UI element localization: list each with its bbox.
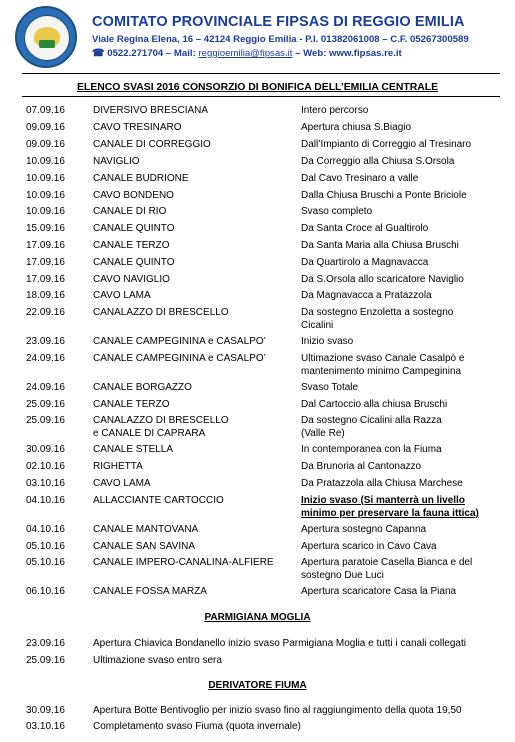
svaso-canal: NAVIGLIO — [93, 156, 140, 167]
svaso-date: 05.10.16 — [26, 541, 65, 552]
svaso-date: 03.10.16 — [26, 478, 65, 489]
svaso-note: Intero percorso — [301, 105, 369, 116]
svaso-date: 10.09.16 — [26, 156, 65, 167]
svaso-note: Ultimazione svaso Canale Casalpò e mantenimento minimo Campeginina — [301, 353, 465, 377]
svaso-note: In contemporanea con la Fiuma — [301, 444, 442, 455]
svaso-canal: CANALE STELLA — [93, 444, 174, 455]
svaso-canal: CANALE TERZO — [93, 240, 170, 251]
svaso-date: 17.09.16 — [26, 240, 65, 251]
svaso-note: Apertura sostegno Capanna — [301, 524, 427, 535]
svaso-date: 06.10.16 — [26, 586, 65, 597]
svaso-canal: CANALE CAMPEGININA e CASALPO’ — [93, 353, 266, 364]
svaso-note: Da S.Orsola allo scaricatore Naviglio — [301, 274, 464, 285]
svaso-note: Inizio svaso (Si manterrà un livello minimo per preservare la fauna ittica) — [301, 495, 479, 519]
svaso-date: 25.09.16 — [26, 399, 65, 410]
svaso-canal: CANALE QUINTO — [93, 223, 175, 234]
svaso-note: Da Magnavacca a Pratazzola — [301, 290, 432, 301]
svaso-canal: CANALE IMPERO-CANALINA-ALFIERE — [93, 557, 274, 568]
svaso-canal: CANALAZZO DI BRESCELLO e CANALE DI CAPRARA — [93, 415, 229, 439]
svaso-canal: CAVO BONDENO — [93, 190, 174, 201]
svaso-note: Svaso completo — [301, 206, 373, 217]
svaso-date: 04.10.16 — [26, 495, 65, 506]
svaso-date: 22.09.16 — [26, 307, 65, 318]
section-title-parmigiana: PARMIGIANA MOGLIA — [204, 612, 311, 623]
contacts-suffix: – Web: www.fipsas.re.it — [292, 48, 402, 59]
svaso-canal: CANALAZZO DI BRESCELLO — [93, 307, 229, 318]
svaso-note: Da Quartirolo a Magnavacca — [301, 257, 429, 268]
svaso-canal: CANALE FOSSA MARZA — [93, 586, 207, 597]
svaso-date: 07.09.16 — [26, 105, 65, 116]
svaso-canal: CANALE TERZO — [93, 399, 170, 410]
parmigiana-date: 23.09.16 — [26, 638, 65, 649]
parmigiana-text: Apertura Chiavica Bondanello inizio svaso Parmigiana Moglia e tutti i canali collegati — [93, 638, 466, 649]
fiuma-date: 03.10.16 — [26, 721, 65, 732]
svaso-canal: CANALE CAMPEGININA e CASALPO’ — [93, 336, 266, 347]
section-title-fiuma: DERIVATORE FIUMA — [208, 680, 307, 691]
svaso-note: Svaso Totale — [301, 382, 359, 393]
parmigiana-date: 25.09.16 — [26, 655, 65, 666]
svaso-canal: CANALE BUDRIONE — [93, 173, 189, 184]
title-divider — [22, 96, 500, 97]
svaso-canal: CAVO NAVIGLIO — [93, 274, 170, 285]
logo-emblem — [24, 15, 70, 61]
telephone-icon: ☎ — [92, 48, 108, 59]
svaso-note: Dalla Chiusa Bruschi a Ponte Briciole — [301, 190, 467, 201]
svaso-date: 09.09.16 — [26, 122, 65, 133]
svaso-date: 15.09.16 — [26, 223, 65, 234]
svaso-canal: CAVO LAMA — [93, 290, 151, 301]
svaso-note: Dal Cartoccio alla chiusa Bruschi — [301, 399, 448, 410]
header-divider — [22, 73, 500, 74]
svaso-date: 10.09.16 — [26, 206, 65, 217]
fipsas-logo — [15, 6, 77, 68]
header-address: Viale Regina Elena, 16 – 42124 Reggio Emilia - P.I. 01382061008 – C.F. 05267300589 — [92, 34, 469, 45]
svaso-note: Da sostegno Enzoletta a sostegno Cicalini — [301, 307, 454, 331]
svaso-date: 23.09.16 — [26, 336, 65, 347]
fiuma-text: Apertura Botte Bentivoglio per inizio svaso fino al raggiungimento della quota 19,50 — [93, 705, 462, 716]
svaso-date: 02.10.16 — [26, 461, 65, 472]
svaso-date: 17.09.16 — [26, 274, 65, 285]
svaso-date: 17.09.16 — [26, 257, 65, 268]
svaso-canal: CANALE QUINTO — [93, 257, 175, 268]
svaso-canal: CANALE MANTOVANA — [93, 524, 199, 535]
svaso-note: Da Brunoria al Cantonazzo — [301, 461, 422, 472]
svaso-date: 30.09.16 — [26, 444, 65, 455]
svaso-note: Apertura paratoie Casella Bianca e del sostegno Due Luci — [301, 557, 473, 581]
svaso-date: 10.09.16 — [26, 190, 65, 201]
svaso-date: 18.09.16 — [26, 290, 65, 301]
svaso-canal: CAVO TRESINARO — [93, 122, 182, 133]
header-title: COMITATO PROVINCIALE FIPSAS DI REGGIO EMILIA — [92, 14, 465, 30]
svaso-date: 24.09.16 — [26, 382, 65, 393]
svaso-note: Apertura chiusa S.Biagio — [301, 122, 412, 133]
svaso-canal: CANALE DI CORREGGIO — [93, 139, 211, 150]
svaso-canal: CAVO LAMA — [93, 478, 151, 489]
header-contacts — [92, 48, 402, 59]
svaso-canal: RIGHETTA — [93, 461, 143, 472]
svaso-date: 05.10.16 — [26, 557, 65, 568]
svaso-note: Apertura scarico in Cavo Cava — [301, 541, 437, 552]
svaso-note: Da sostegno Cicalini alla Razza (Valle Re) — [301, 415, 442, 439]
svaso-date: 04.10.16 — [26, 524, 65, 535]
svaso-note: Da Santa Maria alla Chiusa Bruschi — [301, 240, 459, 251]
svaso-note: Apertura scaricatore Casa la Piana — [301, 586, 457, 597]
svaso-date: 09.09.16 — [26, 139, 65, 150]
svaso-date: 25.09.16 — [26, 415, 65, 426]
parmigiana-text: Ultimazione svaso entro sera — [93, 655, 222, 666]
svaso-canal: DIVERSIVO BRESCIANA — [93, 105, 209, 116]
svaso-note: Dal Cavo Tresinaro a valle — [301, 173, 419, 184]
svaso-canal: ALLACCIANTE CARTOCCIO — [93, 495, 224, 506]
svaso-note: Dall’Impianto di Correggio al Tresinaro — [301, 139, 472, 150]
svaso-canal: CANALE SAN SAVINA — [93, 541, 196, 552]
fiuma-date: 30.09.16 — [26, 705, 65, 716]
svaso-note: Da Pratazzola alla Chiusa Marchese — [301, 478, 463, 489]
fiuma-text: Completamento svaso Fiuma (quota invernale) — [93, 721, 301, 732]
svaso-note: Inizio svaso — [301, 336, 354, 347]
contacts-prefix: 0522.271704 – Mail: — [107, 48, 199, 59]
svaso-canal: CANALE DI RIO — [93, 206, 167, 217]
svaso-date: 10.09.16 — [26, 173, 65, 184]
email-link[interactable]: reggioemilia@fipsas.it — [198, 48, 293, 59]
svaso-date: 24.09.16 — [26, 353, 65, 364]
svaso-note: Da Santa Croce al Gualtirolo — [301, 223, 429, 234]
svaso-note: Da Correggio alla Chiusa S.Orsola — [301, 156, 455, 167]
svaso-canal: CANALE BORGAZZO — [93, 382, 192, 393]
document-title: ELENCO SVASI 2016 CONSORZIO DI BONIFICA DELL’EMILIA CENTRALE — [76, 82, 438, 93]
